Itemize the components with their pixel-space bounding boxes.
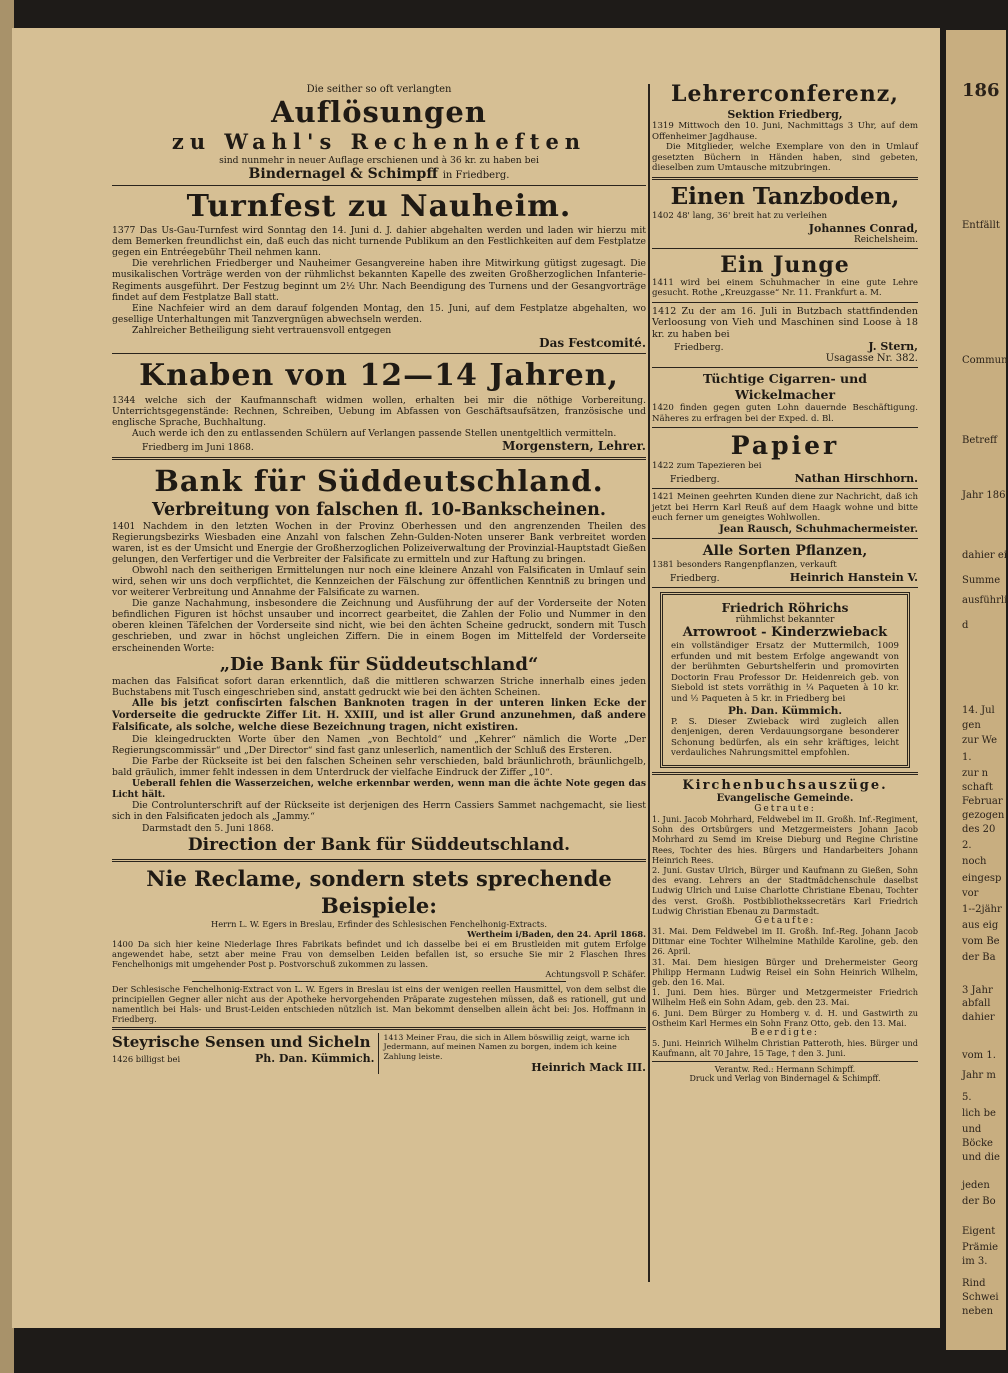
- adjacent-page-text: der Bo: [962, 1196, 996, 1207]
- getraute-label: Getraute:: [754, 804, 816, 814]
- adjacent-page-text: 3 Jahr: [962, 985, 993, 996]
- turnfest-p1: 1377 Das Us-Gau-Turnfest wird Sonntag den 14. Juni d. J. dahier abgehalten werden und laden wir hierzu mit dem Bemerken freundlichst ein, daß euch das nicht turnende Publikum an den Festlichkeiten auf dem Festplatze gegen ein Entréegebühr Theil nehmen kann.: [112, 225, 646, 259]
- sensen-signature: Ph. Dan. Kümmich.: [254, 1051, 375, 1065]
- adjacent-page-text: im 3.: [962, 1256, 988, 1267]
- stern-address: Usagasse Nr. 382.: [825, 353, 918, 365]
- turnfest-signature: Das Festcomité.: [539, 336, 646, 351]
- adjacent-page-text: Entfällt: [962, 220, 1000, 231]
- adjacent-page-text: dahier: [962, 1012, 995, 1023]
- bank-p3: Die ganze Nachahmung, insbesondere die Zeichnung und Ausführung der auf der Vorderseite der Noten befindlichen Figuren ist höchst unsauber und incorrect gearbeitet, die Zahlen der Folio und Nummer in den oberen kleinen Täfelchen der Vorderseite sind nicht, wie bei den ächten Scheine gedruckt, sondern mit Tusch geschrieben, und zwar in höchst ungleichen Ziffern. Die in einem Bogen im Mittelfeld der Vorderseite erscheinenden Worte:: [112, 598, 646, 654]
- tanzboden-signature: Johannes Conrad,: [808, 221, 918, 235]
- tanzboden-title: Einen Tanzboden,: [670, 182, 900, 210]
- adjacent-page-text: eingesp: [962, 873, 1002, 884]
- sensen-line: 1426 billigst bei: [112, 1053, 181, 1064]
- turnfest-p4: Zahlreicher Betheiligung sieht vertrauensvoll entgegen: [132, 324, 392, 336]
- adjacent-page-text: des 20: [962, 824, 996, 835]
- aufl-firm: Bindernagel & Schimpff: [248, 166, 438, 183]
- left-column: [112, 78, 646, 1074]
- reclame-letter-signature: Achtungsvoll P. Schäfer.: [545, 968, 646, 979]
- adjacent-page-text: d: [962, 620, 969, 631]
- reclame-date: Wertheim i/Baden, den 24. April 1868.: [467, 928, 646, 939]
- box-signature: Ph. Dan. Kümmich.: [727, 704, 843, 717]
- kirchen-subtitle: Evangelische Gemeinde.: [716, 793, 854, 804]
- reclame-letter: 1400 Da sich hier keine Niederlage Ihres Fabrikats befindet und ich dasselbe bei ei em Brustleiden mit gutem Erfolge angewendet habe, setzt aber meine Frau von demselben Leiden befallen ist, so ersuche Sie mir 2 Flaschen Ihres Fenchelhonigs mit umgehender Post p. Postvorschuß zukommen zu lassen.: [112, 938, 646, 969]
- bank-p5a: Alle bis jetzt confiscirten falschen Banknoten tragen in der unteren linken Ecke der Vorderseite die gedruckte Ziffer Lit. H. XXIII, und ist aller Grund anzunehmen, daß andere Falsificate, als solche, welche diese Bezeichnung tragen, nicht existiren.: [112, 697, 646, 733]
- papier-signature: Nathan Hirschhorn.: [794, 472, 918, 486]
- adjacent-page-text: Summe: [962, 575, 1001, 586]
- cigarren-title: Tüchtige Cigarren- und Wickelmacher: [703, 371, 867, 403]
- adjacent-page-fragment: [946, 30, 1006, 1350]
- adjacent-page-text: aus eig: [962, 920, 999, 931]
- box-ps: P. S. Dieser Zwieback wird zugleich allen denjenigen, deren Verdauungsorgane besonderer Schonung bedürfen, als ein sehr kräftiges, leicht verdauliches Nahrungsmittel empfohlen.: [671, 716, 899, 759]
- turnfest-p2: Die verehrlichen Friedberger und Nauheimer Gesangvereine haben ihre Mitwirkung gütigst zugesagt. Die musikalischen Vorträge werden von der rühmlichst bekannten Kapelle des zweiten Großherzoglichen Infanterie-Regiments ausgeführt. Der Festzug beginnt um 2½ Uhr. Nach Beendigung des Turnens und der Gesangvorträge findet auf dem Festplatze Ball statt.: [112, 258, 646, 303]
- aufl-pre: Die seither so oft verlangten: [306, 84, 452, 95]
- aufl-text: sind nunmehr in neuer Auflage erschienen und à 36 kr. zu haben bei: [219, 155, 539, 166]
- getraute-2: 2. Juni. Gustav Ulrich, Bürger und Kaufmann zu Gießen, Sohn des evang. Lehrers an der Stadtmädchenschule daselbst Ludwig Ulrich und Luise Charlotte Christiane Ebenau, Tochter des verst. Großh. Postbibliothekssecretärs Karl Friedrich Ludwig Christian Ebenau zu Darmstadt.: [652, 865, 918, 916]
- adjacent-page-text: schaft: [962, 782, 993, 793]
- adjacent-page-text: ausführli: [962, 595, 1008, 606]
- knaben-signature: Morgenstern, Lehrer.: [502, 439, 646, 454]
- adjacent-page-text: Februar: [962, 796, 1003, 807]
- adjacent-page-text: vor: [962, 888, 979, 899]
- beerdigte-label: Beerdigte:: [751, 1028, 819, 1039]
- mack-signature: Heinrich Mack III.: [531, 1061, 646, 1075]
- adjacent-page-text: der Ba: [962, 952, 996, 963]
- bank-signature: Direction der Bank für Süddeutschland.: [187, 834, 571, 855]
- papier-city: Friedberg.: [670, 474, 720, 486]
- rausch-text: 1421 Meinen geehrten Kunden diene zur Nachricht, daß ich jetzt bei Herrn Karl Reuß auf dem Haagk wohne und bitte euch ferner um geneigtes Wohlwollen.: [652, 492, 918, 524]
- pflanzen-signature: Heinrich Hanstein V.: [789, 570, 918, 584]
- knaben-p1: 1344 welche sich der Kaufmannschaft widmen wollen, erhalten bei mir die nöthige Vorbereitung. Unterrichtsgegenstände: Rechnen, Schreiben, Uebung im Abfassen von Geschäftsaufsätzen, französische und englische Sprache, Buchhaltung.: [112, 395, 646, 429]
- bank-subtitle: Verbreitung von falschen fl. 10-Bankscheinen.: [152, 499, 606, 520]
- adjacent-page-text: gezogen: [962, 810, 1005, 821]
- adjacent-page-text: 1.: [962, 752, 972, 763]
- junge-text: 1411 wird bei einem Schuhmacher in eine gute Lehre gesucht. Rothe „Kreuzgasse“ Nr. 11. Frankfurt a. M.: [652, 277, 918, 299]
- getraute-1: 1. Juni. Jacob Mohrhard, Feldwebel im II. Großh. Inf.-Regiment, Sohn des Ortsbürgers und Metzgermeisters Johann Jacob Mohrhard zu Semd im Kreise Dieburg und Regine Christine Rees, Tochter des hies. Bürgers und Handarbeiters Johann Heinrich Rees.: [652, 814, 918, 865]
- papier-text: 1422 zum Tapezieren bei: [652, 461, 762, 472]
- mack-text: 1413 Meiner Frau, die sich in Allem böswillig zeigt, warne ich Jedermann, auf meinen Namen zu borgen, indem ich keine Zahlung leiste.: [383, 1032, 630, 1061]
- box-text: ein vollständiger Ersatz der Muttermilch, 1009 erfunden und mit bestem Erfolge angewandt von der berühmten Geburtshelferin und promovirten Doctorin Frau Professor Dr. Heidenreich geb. von Siebold ist stets vorräthig in ¼ Paqueten à 10 kr. und ½ Paqueten à 5 kr. in Friedberg bei: [671, 641, 899, 705]
- pflanzen-title: Alle Sorten Pflanzen,: [702, 542, 868, 559]
- imprint-editor: Verantw. Red.: Hermann Schimpff.: [714, 1065, 856, 1075]
- aufl-city: in Friedberg.: [442, 170, 510, 182]
- adjacent-page-text: 2.: [962, 840, 972, 851]
- adjacent-page-text: zur n: [962, 768, 989, 779]
- box-title: Arrowroot - Kinderzwieback: [682, 625, 888, 641]
- getaufte-2: 31. Mai. Dem hiesigen Bürger und Drehermeister Georg Philipp Hermann Ludwig Reisel ein Sohn Heinrich Wilhelm, geb. den 16. Mai.: [652, 956, 918, 988]
- adjacent-page-text: Eigent: [962, 1226, 996, 1237]
- adjacent-page-text: 14. Jul: [962, 705, 995, 716]
- bank-p4: machen das Falsificat sofort daran erkenntlich, daß die mittleren schwarzen Striche innerhalb eines jeden Buchstabens mit Tusch eingeschrieben sind, anstatt gedruckt wie bei den ächten Scheinen.: [112, 675, 646, 698]
- adjacent-page-text: neben: [962, 1306, 994, 1317]
- bank-p8: Die Controlunterschrift auf der Rückseite ist derjenigen des Herrn Cassiers Sammet nachgemacht, sie liest sich in den Falsificaten jedoch als „Jammy.“: [112, 800, 646, 823]
- adjacent-page-text: 5.: [962, 1092, 972, 1103]
- right-column: [652, 78, 918, 1083]
- kirchen-title: Kirchenbuchsauszüge.: [682, 778, 888, 793]
- sensen-ad: [112, 1033, 375, 1075]
- papier-title: Papier: [730, 431, 840, 461]
- beerdigte-1: 5. Juni. Heinrich Wilhelm Christian Patteroth, hies. Bürger und Kaufmann, alt 70 Jahre, 15 Tage, † den 3. Juni.: [652, 1038, 918, 1059]
- adjacent-page-text: 186: [962, 80, 1000, 101]
- bank-p1: 1401 Nachdem in den letzten Wochen in der Provinz Oberhessen und den angrenzenden Theilen des Regierungsbezirks Wiesbaden eine Anzahl von falschen Zehn-Gulden-Noten unserer Bank verbreitet worden waren, ist es der Umsicht und Energie der Großherzoglichen Polizeiverwaltung der Provinzial-Hauptstadt Gießen gelungen, den Verfertiger und die Verbreiter der Falsificate zu ermitteln und zur Haftung zu bringen.: [112, 520, 646, 565]
- knaben-title: Knaben von 12—14 Jahren,: [139, 358, 619, 394]
- lehrer-p1: 1319 Mittwoch den 10. Juni, Nachmittags 3 Uhr, auf dem Offenheimer Jagdhause.: [652, 121, 918, 142]
- box-name: Friedrich Röhrichs: [721, 601, 849, 616]
- adjacent-page-text: vom Be: [962, 936, 1000, 947]
- lehrer-title: Lehrerconferenz,: [671, 81, 899, 107]
- getaufte-label: Getaufte:: [754, 916, 816, 927]
- turnfest-p3: Eine Nachfeier wird an dem darauf folgenden Montag, den 15. Juni, auf dem Festplatze abgehalten, wo gesellige Unterhaltungen mit Tanzvergnügen abwechseln werden.: [112, 302, 646, 325]
- adjacent-page-text: zur We: [962, 735, 998, 746]
- adjacent-page-text: Jahr 186: [962, 490, 1006, 501]
- sensen-title: Steyrische Sensen und Sicheln: [112, 1032, 371, 1051]
- column-rule: [648, 84, 650, 1282]
- getaufte-1: 31. Mai. Dem Feldwebel im II. Großh. Inf.-Reg. Johann Jacob Dittmar eine Tochter Wilhelmine Mathilde Karoline, geb. den 26. April.: [652, 926, 918, 957]
- bottom-ads: [112, 1033, 646, 1075]
- adjacent-page-text: dahier ei: [962, 550, 1007, 561]
- bank-place: Darmstadt den 5. Juni 1868.: [142, 822, 274, 834]
- adjacent-page-text: Schwei: [962, 1292, 999, 1303]
- bank-p5b: Die kleingedruckten Worte über den Namen „von Bechtold“ und „Kehrer“ nämlich die Worte „Der Regierungscommissär“ und „Der Director“ sind fast ganz unleserlich, namentlich der Schluß des Ersteren.: [112, 733, 646, 756]
- adjacent-page-text: Commun: [962, 355, 1008, 366]
- reclame-addressee: Herrn L. W. Egers in Breslau, Erfinder des Schlesischen Fenchelhonig-Extracts.: [211, 918, 547, 929]
- adjacent-page-text: lich be: [962, 1108, 996, 1119]
- bank-title: Bank für Süddeutschland.: [154, 463, 604, 498]
- stern-text: 1412 Zu der am 16. Juli in Butzbach stattfindenden Verloosung von Vieh und Maschinen sind Loose à 18 kr. zu haben bei: [652, 305, 918, 340]
- pflanzen-text: 1381 besonders Rangenpflanzen, verkauft: [652, 559, 837, 570]
- adjacent-page-text: Betreff: [962, 435, 998, 446]
- junge-title: Ein Junge: [720, 251, 850, 278]
- knaben-place: Friedberg im Juni 1868.: [142, 442, 254, 454]
- box-line: rühmlichst bekannter: [735, 615, 835, 626]
- bank-p2: Obwohl nach den seitherigen Ermittelungen nur noch eine kleinere Anzahl von Falsificaten in Umlauf sein wird, sehen wir uns doch verpflichtet, die Kennzeichen der Fälschung zur öffentlichen Kenntniß zu bringen und vor weiterer Verbreitung und Annahme der Falsificate zu warnen.: [112, 564, 646, 599]
- cigarren-text: 1420 finden gegen guten Lohn dauernde Beschäftigung. Näheres zu erfragen bei der Exped. d. Bl.: [652, 403, 918, 424]
- adjacent-page-text: Böcke: [962, 1138, 993, 1149]
- turnfest-title: Turnfest zu Nauheim.: [186, 189, 572, 225]
- adjacent-page-text: Rind: [962, 1278, 986, 1289]
- reclame-title: Nie Reclame, sondern stets sprechende Beispiele:: [146, 865, 612, 918]
- imprint-publisher: Druck und Verlag von Bindernagel & Schimpff.: [689, 1074, 881, 1084]
- adjacent-page-text: und die: [962, 1152, 1000, 1163]
- aufl-title: Auflösungen: [271, 95, 487, 129]
- getaufte-3: 1. Juni. Dem hies. Bürger und Metzgermeister Friedrich Wilhelm Heß ein Sohn Adam, geb. den 23. Mai.: [652, 987, 918, 1008]
- tanzboden-text: 1402 48' lang, 36' breit hat zu verleihen: [652, 210, 828, 221]
- pflanzen-city: Friedberg.: [670, 572, 720, 584]
- stern-city: Friedberg.: [674, 342, 724, 354]
- adjacent-page-text: 1--2jähr: [962, 904, 1002, 915]
- roehrichs-box-ad: [660, 592, 910, 768]
- bank-quote: „Die Bank für Süddeutschland“: [219, 653, 539, 675]
- rausch-signature: Jean Rausch, Schuhmachermeister.: [719, 523, 918, 535]
- reclame-text: Der Schlesische Fenchelhonig-Extract von L. W. Egers in Breslau ist eins der wenigen reellen Hausmittel, von dem selbst die principiellen Gegner aller nicht aus der Apotheke hervorgehenden Präparate zugestehen müssen, daß es rationell, gut und namentlich bei Hals- und Brust-Leiden entschieden nützlich ist. Man bekommt denselben allein ächt bei: Jos. Hoffmann in Friedberg.: [112, 983, 646, 1024]
- stern-signature: J. Stern,: [868, 340, 918, 354]
- adjacent-page-text: jeden: [962, 1180, 990, 1191]
- aufl-subtitle: zu Wahl's Rechenheften: [171, 129, 587, 154]
- lehrer-p2: Die Mitglieder, welche Exemplare von den in Umlauf gesetzten Büchern in Händen haben, sind gebeten, dieselben zum Umtausche mitzubringen.: [652, 142, 918, 173]
- getaufte-4: 6. Juni. Dem Bürger zu Homberg v. d. H. und Gastwirth zu Ostheim Karl Hermes ein Sohn Franz Otto, geb. den 13. Mai.: [652, 1007, 918, 1028]
- mack-ad: [378, 1033, 647, 1075]
- adjacent-page-text: abfall: [962, 998, 991, 1009]
- bank-p7: Ueberall fehlen die Wasserzeichen, welche erkennbar werden, wenn man die ächte Note gegen das Licht hält.: [112, 778, 646, 801]
- adjacent-page-text: und: [962, 1124, 982, 1135]
- adjacent-page-text: vom 1.: [962, 1050, 996, 1061]
- adjacent-page-text: noch: [962, 856, 987, 867]
- adjacent-page-text: gen: [962, 720, 981, 731]
- knaben-p2: Auch werde ich den zu entlassenden Schülern auf Verlangen passende Stellen unentgeltlich vermitteln.: [132, 428, 617, 440]
- adjacent-page-text: Prämie: [962, 1242, 999, 1253]
- tanzboden-place: Reichelsheim.: [853, 234, 918, 245]
- adjacent-page-text: Jahr m: [962, 1070, 996, 1081]
- bank-p6: Die Farbe der Rückseite ist bei den falschen Scheinen sehr verschieden, bald bräunlichroth, bräunlichgelb, bald gräulich, immer fehlt indessen in dem Unterdruck der vielfache Eindruck der Ziffer „10“.: [112, 756, 646, 779]
- lehrer-subtitle: Sektion Friedberg,: [727, 108, 843, 121]
- aufl-firm-line: [112, 166, 646, 182]
